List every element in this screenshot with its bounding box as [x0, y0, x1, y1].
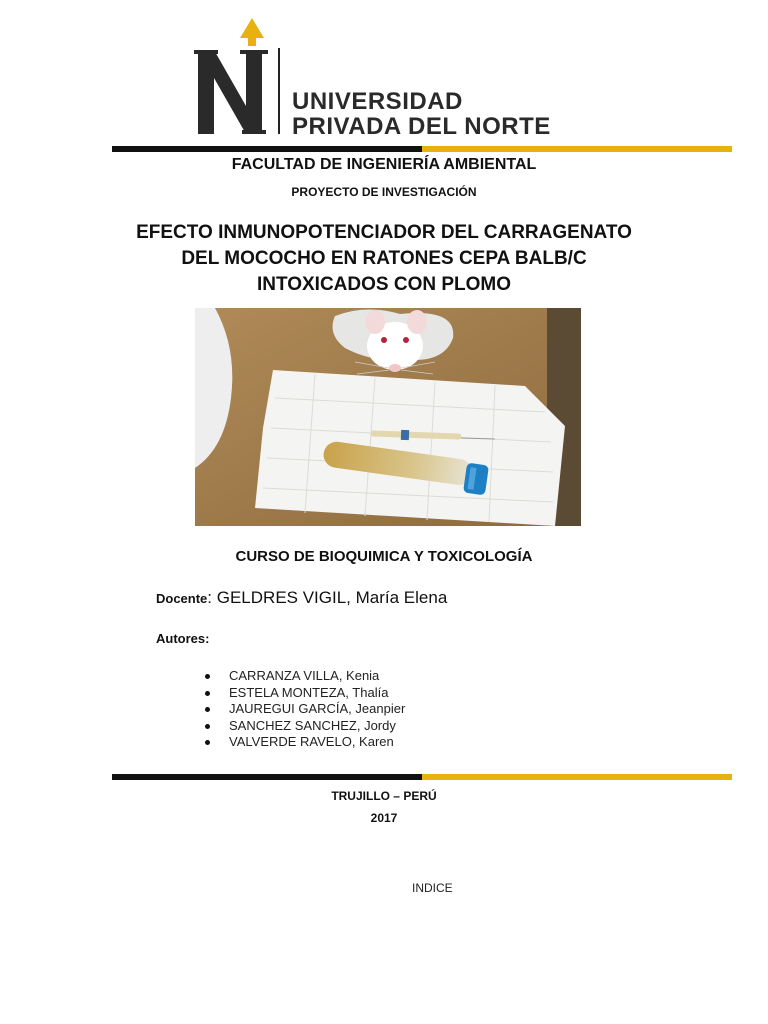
teacher-label: Docente: [156, 591, 208, 606]
top-divider: [112, 146, 732, 152]
author-item: ESTELA MONTEZA, Thalía: [205, 685, 405, 702]
teacher-name: : GELDRES VIGIL, María Elena: [207, 588, 448, 607]
author-item: VALVERDE RAVELO, Karen: [205, 734, 405, 751]
project-type: PROYECTO DE INVESTIGACIÓN: [291, 185, 477, 199]
university-name-line2: PRIVADA DEL NORTE: [292, 113, 551, 140]
document-title-line: DEL MOCOCHO EN RATONES CEPA BALB/C: [181, 248, 587, 269]
author-item: CARRANZA VILLA, Kenia: [205, 668, 405, 685]
course-name: CURSO DE BIOQUIMICA Y TOXICOLOGÍA: [235, 548, 533, 565]
year: 2017: [370, 811, 398, 825]
logo-divider: [278, 48, 280, 134]
document-title-line: INTOXICADOS CON PLOMO: [256, 274, 512, 295]
university-logo-icon: [192, 16, 272, 136]
author-item: SANCHEZ SANCHEZ, Jordy: [205, 718, 405, 735]
faculty-name: FACULTAD DE INGENIERÍA AMBIENTAL: [231, 156, 537, 173]
index-heading: INDICE: [412, 881, 453, 895]
document-title-line: EFECTO INMUNOPOTENCIADOR DEL CARRAGENATO: [136, 222, 632, 243]
city-country: TRUJILLO – PERÚ: [331, 789, 437, 803]
author-item: JAUREGUI GARCÍA, Jeanpier: [205, 701, 405, 718]
lab-mouse-photo: [195, 308, 581, 526]
teacher-row: [156, 588, 447, 608]
bottom-divider: [112, 774, 732, 780]
authors-label: Autores:: [156, 631, 210, 646]
authors-list: [205, 668, 405, 751]
university-name-line1: UNIVERSIDAD: [292, 88, 463, 115]
